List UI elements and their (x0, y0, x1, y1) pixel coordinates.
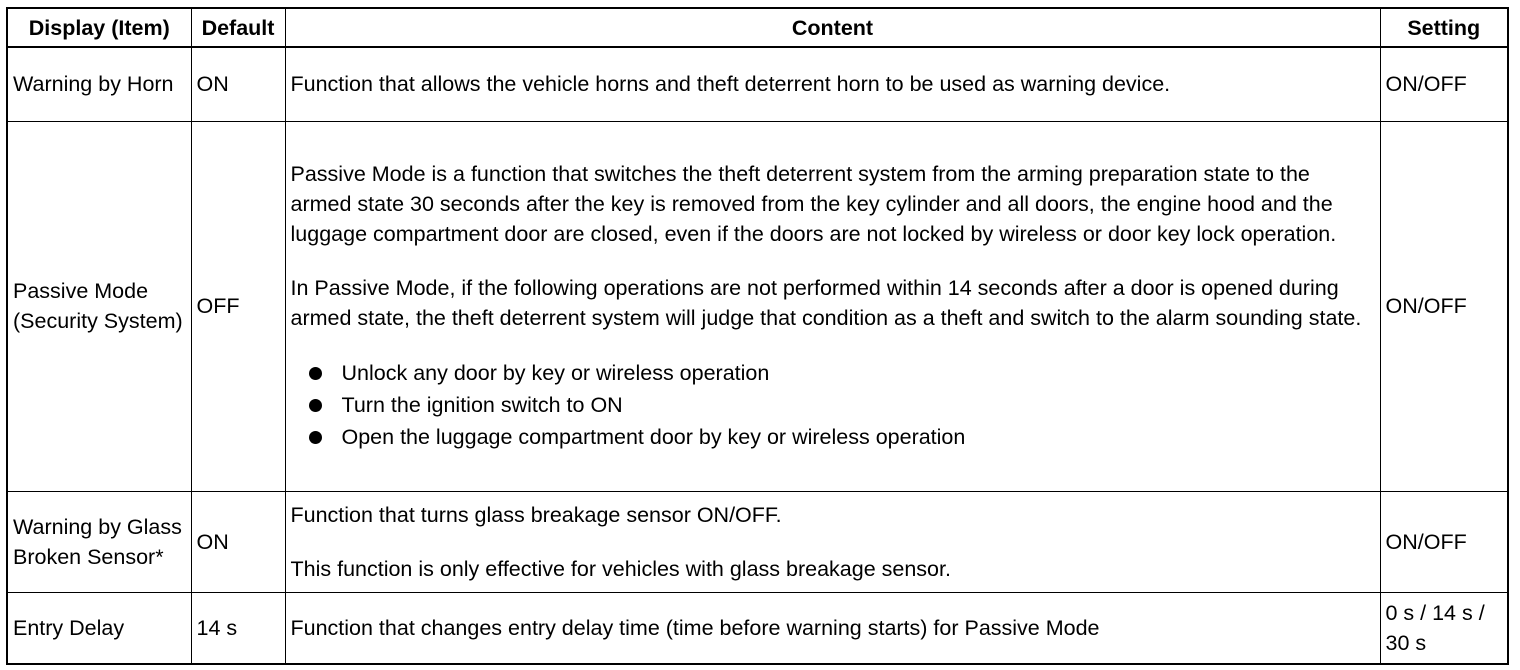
settings-table (6, 7, 1509, 665)
item-cell: Warning by Horn (7, 47, 191, 121)
table-row (7, 47, 1508, 121)
content-paragraph: In Passive Mode, if the following operations are not performed within 14 seconds after a door is opened during armed state, the theft deterrent system will judge that condition as a theft and switch to the alarm sounding state. (290, 276, 1362, 330)
bullet-icon (309, 431, 322, 444)
list-item-text: Open the luggage compartment door by key or wireless operation (341, 425, 966, 449)
list-item (309, 421, 1375, 453)
bullet-icon (309, 367, 322, 380)
content-cell (285, 592, 1380, 664)
content-paragraph: This function is only effective for vehicles with glass breakage sensor. (290, 556, 951, 581)
content-paragraph: Passive Mode is a function that switches the theft deterrent system from the arming preparation state to the armed state 30 seconds after the key is removed from the key cylinder and all doors, the engine hood and the luggage compartment door are closed, even if the doors are not locked by wireless or door key lock operation. (290, 162, 1337, 246)
header-row (7, 8, 1508, 47)
content-cell (285, 47, 1380, 121)
bullet-list (291, 357, 1375, 453)
column-header-content: Content (285, 8, 1380, 47)
default-cell: ON (191, 47, 285, 121)
column-header-display-item: Display (Item) (7, 8, 191, 47)
bullet-icon (309, 399, 322, 412)
list-item (309, 357, 1375, 389)
column-header-default: Default (191, 8, 285, 47)
default-cell: OFF (191, 121, 285, 491)
default-cell: 14 s (191, 592, 285, 664)
item-cell: Warning by Glass Broken Sensor* (7, 491, 191, 592)
item-cell: Passive Mode (Security System) (7, 121, 191, 491)
setting-cell: ON/OFF (1380, 47, 1508, 121)
content-cell (285, 491, 1380, 592)
content-cell (285, 121, 1380, 491)
table-row (7, 491, 1508, 592)
default-cell: ON (191, 491, 285, 592)
setting-cell: 0 s / 14 s / 30 s (1380, 592, 1508, 664)
setting-cell: ON/OFF (1380, 491, 1508, 592)
setting-cell: ON/OFF (1380, 121, 1508, 491)
table-row (7, 121, 1508, 491)
list-item-text: Unlock any door by key or wireless operation (341, 361, 770, 385)
list-item (309, 389, 1375, 421)
column-header-setting: Setting (1380, 8, 1508, 47)
list-item-text: Turn the ignition switch to ON (341, 393, 623, 417)
content-paragraph: Function that changes entry delay time (time before warning starts) for Passive Mode (290, 615, 1100, 640)
content-paragraph: Function that allows the vehicle horns and theft deterrent horn to be used as warning device. (290, 72, 1171, 97)
item-cell: Entry Delay (7, 592, 191, 664)
table-row (7, 592, 1508, 664)
content-paragraph: Function that turns glass breakage sensor ON/OFF. (290, 502, 782, 527)
